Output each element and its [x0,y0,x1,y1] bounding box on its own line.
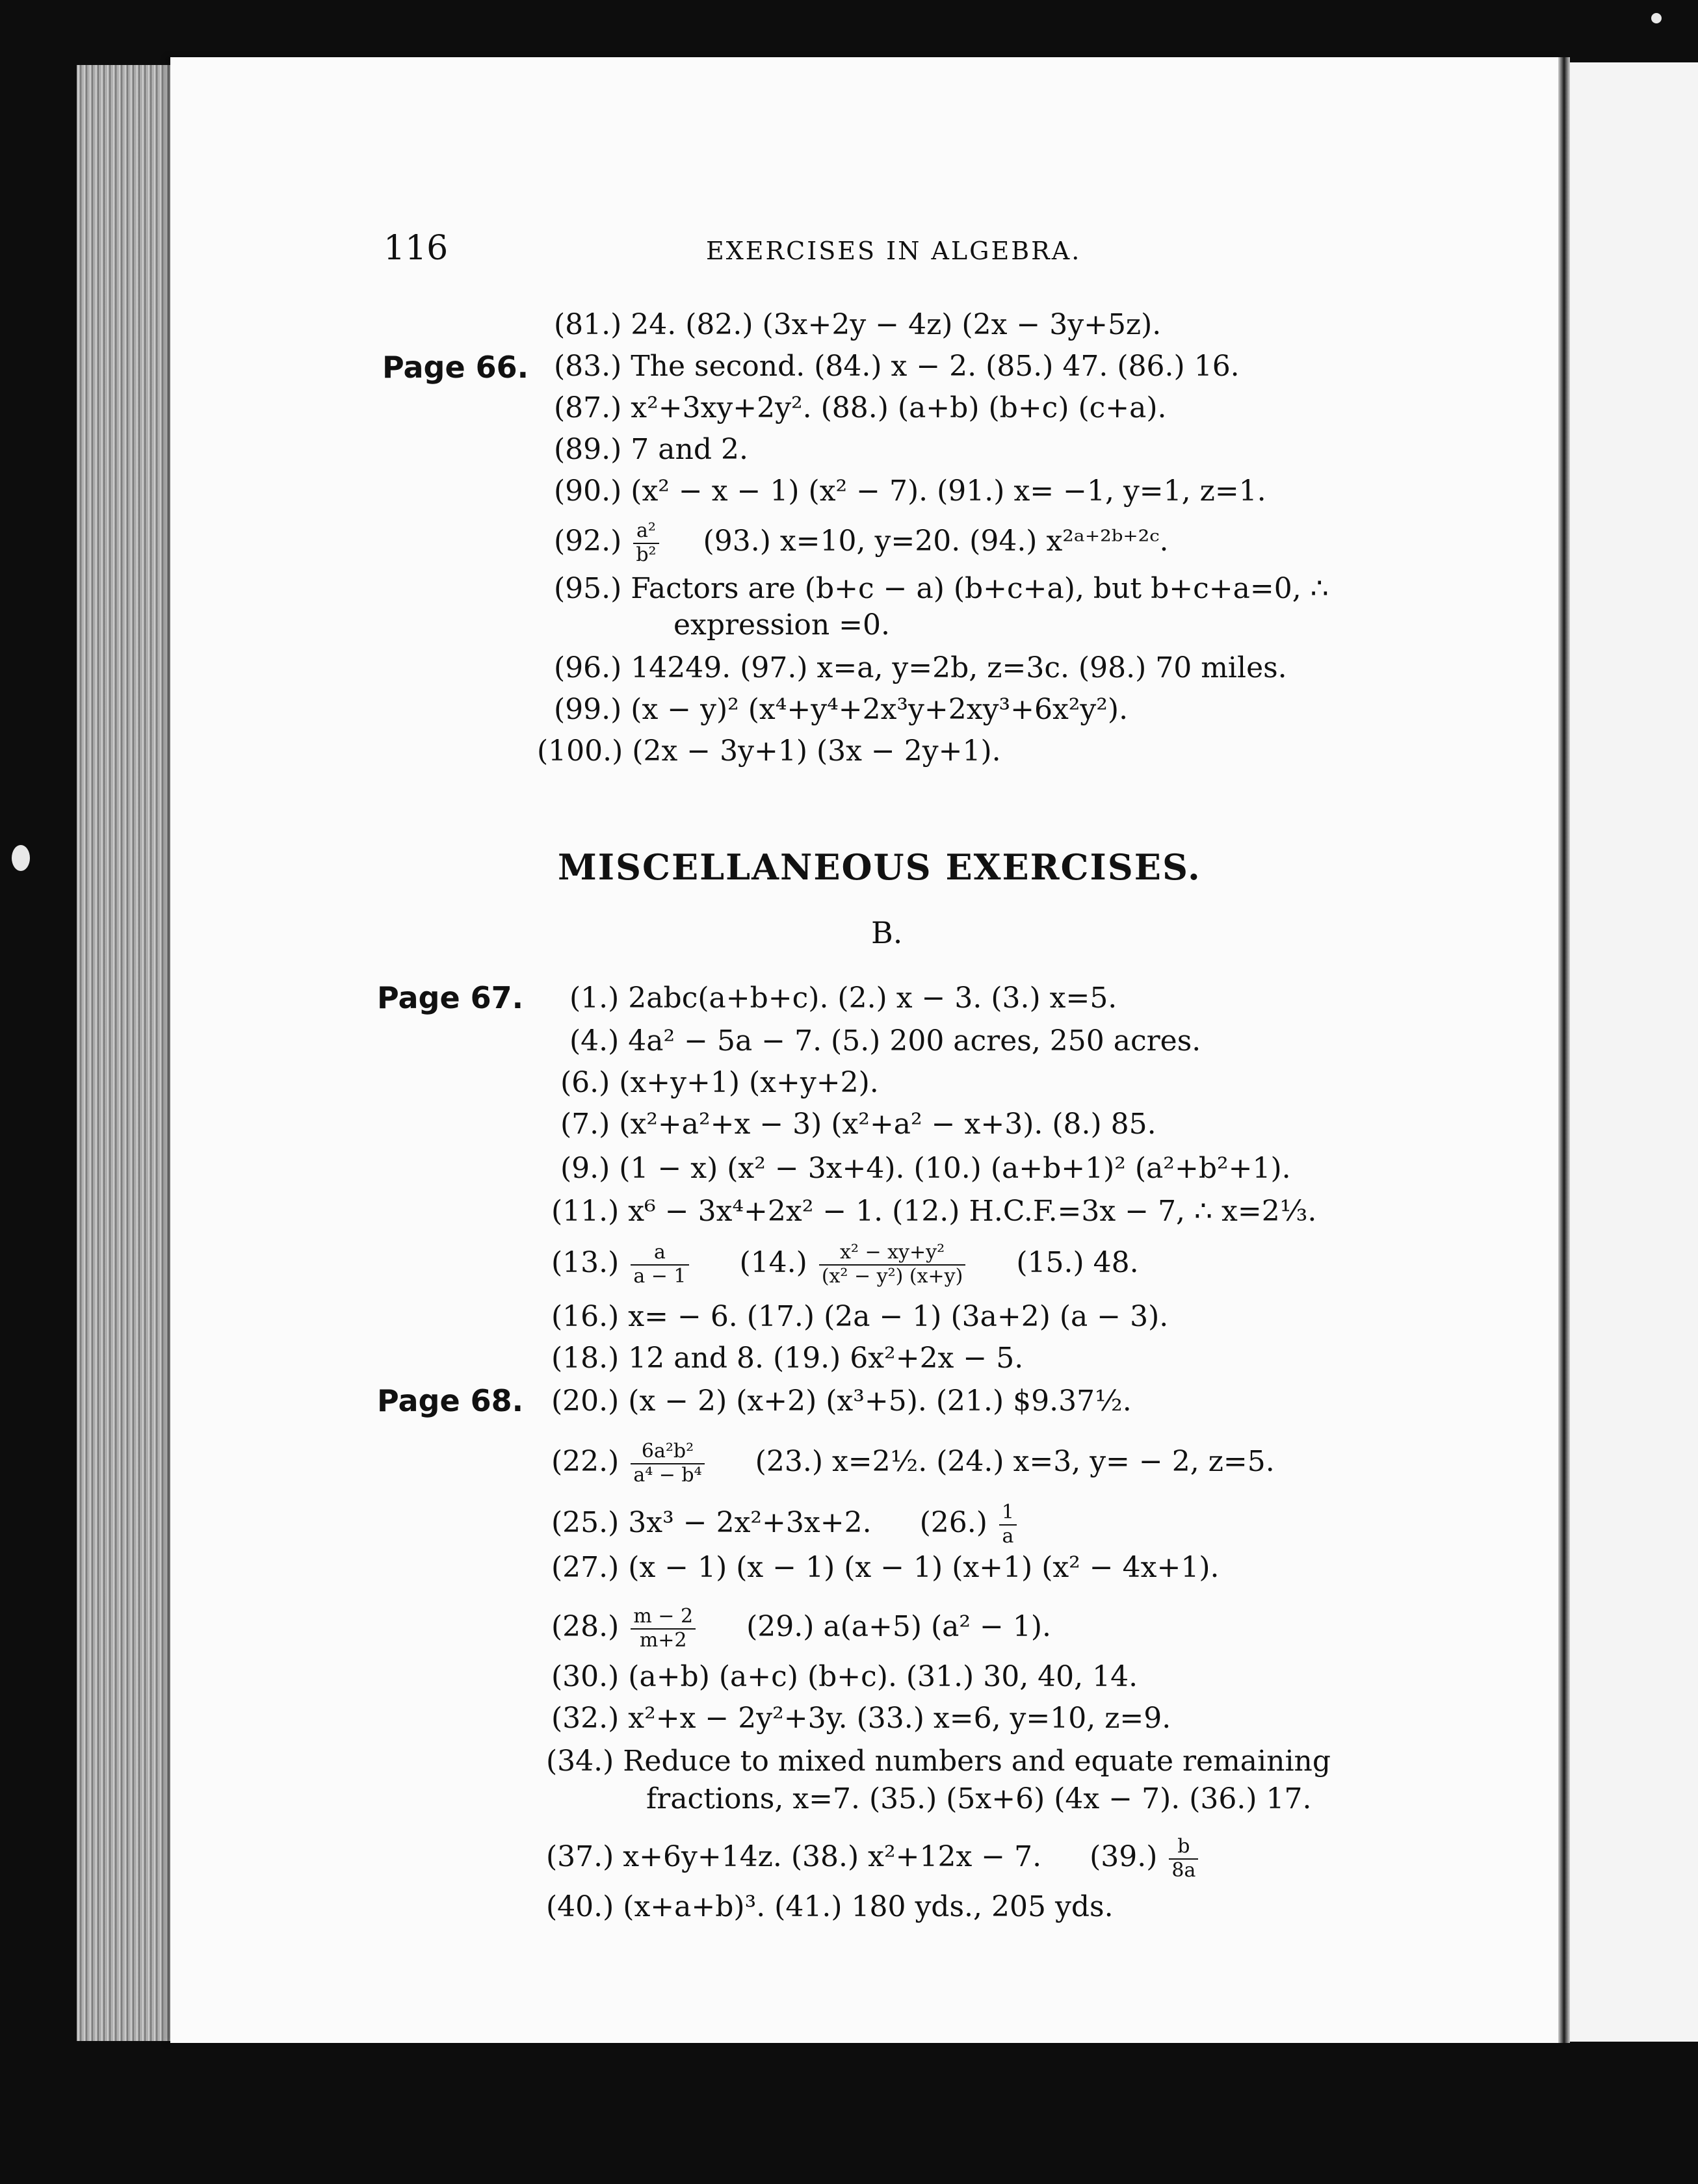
answer-text: (37.) x+6y+14z. (38.) x²+12x − 7. [546,1840,1042,1873]
page-66-label: Page 66. [382,350,529,385]
item-label: (14.) [739,1246,807,1279]
answer-line: (100.) (2x − 3y+1) (3x − 2y+1). [537,734,1001,768]
answer-text: (93.) x=10, y=20. (94.) x²ᵃ⁺²ᵇ⁺²ᶜ. [703,525,1169,558]
denominator: a − 1 [633,1264,686,1288]
running-header: EXERCISES IN ALGEBRA. [706,237,1082,265]
numerator: a [631,1242,688,1266]
answer-line: (99.) (x − y)² (x⁴+y⁴+2x³y+2xy³+6x²y²). [554,693,1129,726]
page-number: 116 [384,229,449,268]
answer-line: (89.) 7 and 2. [554,433,748,466]
answer-line-22-24 [551,1440,1275,1487]
answer-line: (40.) (x+a+b)³. (41.) 180 yds., 205 yds. [546,1890,1114,1923]
scan-speck [1651,13,1662,23]
numerator: a² [633,520,659,544]
answer-text: (15.) 48. [1016,1246,1139,1279]
answer-line: (90.) (x² − x − 1) (x² − 7). (91.) x= −1, y=1, z=1. [554,474,1266,508]
book-gutter [1558,57,1570,2043]
page-68-label: Page 68. [377,1383,524,1418]
item-label: (92.) [554,525,622,558]
answer-line-92-94 [554,520,1168,566]
answer-line: (83.) The second. (84.) x − 2. (85.) 47. (86.) 16. [554,350,1240,383]
denominator: a [1002,1524,1014,1548]
answer-line: (9.) (1 − x) (x² − 3x+4). (10.) (a+b+1)² (a²+b²+1). [560,1152,1291,1185]
answer-line: fractions, x=7. (35.) (5x+6) (4x − 7). (36.) 17. [646,1782,1312,1815]
answer-line: (32.) x²+x − 2y²+3y. (33.) x=6, y=10, z=9. [551,1702,1171,1735]
answer-line: (96.) 14249. (97.) x=a, y=2b, z=3c. (98.) 70 miles. [554,651,1287,684]
fraction [631,1440,704,1487]
numerator: x² − xy+y² [819,1242,966,1266]
section-subtitle: B. [871,915,903,950]
answer-line: (18.) 12 and 8. (19.) 6x²+2x − 5. [551,1342,1024,1375]
denominator: (x² − y²) (x+y) [821,1264,963,1288]
fraction [999,1502,1017,1548]
denominator: b² [636,543,657,566]
answer-line: (87.) x²+3xy+2y². (88.) (a+b) (b+c) (c+a). [554,391,1167,424]
answer-line: (11.) x⁶ − 3x⁴+2x² − 1. (12.) H.C.F.=3x − 7, ∴ x=2⅓. [551,1195,1317,1228]
answer-line: (81.) 24. (82.) (3x+2y − 4z) (2x − 3y+5z). [554,308,1162,341]
book-page-edges [77,65,181,2041]
answer-line: (1.) 2abc(a+b+c). (2.) x − 3. (3.) x=5. [569,982,1117,1015]
numerator: b [1169,1836,1198,1860]
answer-line: (7.) (x²+a²+x − 3) (x²+a² − x+3). (8.) 85. [560,1108,1156,1141]
item-label: (26.) [919,1506,987,1539]
numerator: m − 2 [631,1606,696,1630]
answer-line: (6.) (x+y+1) (x+y+2). [560,1066,879,1099]
answer-line: (16.) x= − 6. (17.) (2a − 1) (3a+2) (a − 3). [551,1300,1169,1333]
item-label: (28.) [551,1610,620,1643]
numerator: 1 [999,1502,1017,1526]
answer-line: (4.) 4a² − 5a − 7. (5.) 200 acres, 250 acres. [569,1024,1201,1058]
answer-text: (23.) x=2½. (24.) x=3, y= − 2, z=5. [755,1445,1275,1478]
denominator: 8a [1171,1858,1196,1882]
facing-page [1570,62,1698,2042]
fraction [1169,1836,1198,1882]
answer-line-28-29 [551,1606,1051,1652]
answer-line: (27.) (x − 1) (x − 1) (x − 1) (x+1) (x² − 4x+1). [551,1551,1220,1584]
fraction [631,1606,696,1652]
answer-line: (30.) (a+b) (a+c) (b+c). (31.) 30, 40, 14. [551,1660,1138,1693]
item-label: (22.) [551,1445,620,1478]
answer-line: (95.) Factors are (b+c − a) (b+c+a), but b+c+a=0, ∴ [554,572,1329,605]
answer-line: expression =0. [673,608,890,642]
answer-text: (29.) a(a+5) (a² − 1). [746,1610,1052,1643]
scan-speck [12,845,30,871]
denominator: a⁴ − b⁴ [633,1463,702,1487]
answer-line-13-15 [551,1242,1139,1288]
page-67-label: Page 67. [377,980,524,1015]
fraction [631,1242,688,1288]
fraction [633,520,659,566]
fraction [819,1242,966,1288]
item-label: (39.) [1090,1840,1158,1873]
answer-line: (34.) Reduce to mixed numbers and equate remaining [546,1745,1331,1778]
answer-line-37-39 [546,1836,1201,1882]
denominator: m+2 [639,1628,687,1652]
item-label: (13.) [551,1246,620,1279]
answer-line-25-26 [551,1502,1019,1548]
answer-text: (25.) 3x³ − 2x²+3x+2. [551,1506,872,1539]
numerator: 6a²b² [631,1440,704,1464]
answer-line: (20.) (x − 2) (x+2) (x³+5). (21.) $9.37½. [551,1384,1132,1418]
section-title: MISCELLANEOUS EXERCISES. [558,846,1201,888]
